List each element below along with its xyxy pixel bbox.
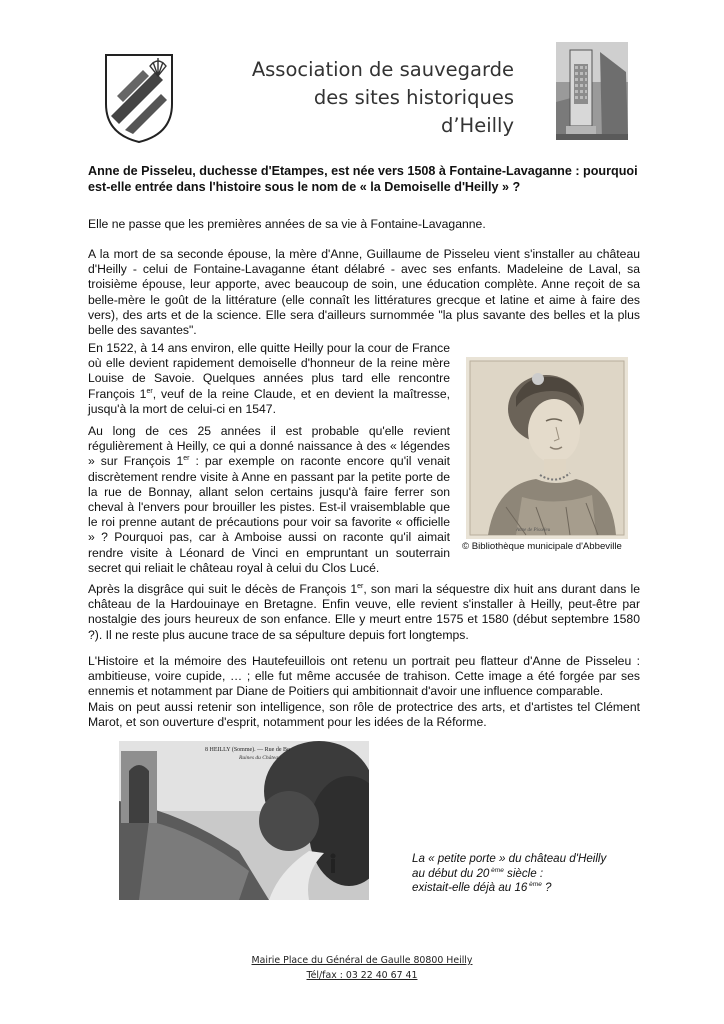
caption-line-3 bbox=[412, 881, 632, 896]
superscript-er: er bbox=[146, 387, 153, 395]
coat-of-arms-icon bbox=[103, 52, 175, 144]
paragraph-5 bbox=[88, 582, 640, 643]
caption-line-3-b: ? bbox=[541, 881, 552, 894]
caption-line-2-a: au début du 20 bbox=[412, 866, 490, 880]
footer-address: Mairie Place du Général de Gaulle 80800 Heilly bbox=[251, 955, 473, 966]
paragraph-6-text-a: L'Histoire et la mémoire des Hautefeuillois ont retenu un portrait peu flatteur d'Anne de Pisseleu : ambitieuse, voire cupide, … ; elle fut même accusée de trahison. Cette image a été forgée par ses ennemis et notamment par Diane de Poitiers qui ambitionnait d'avoir une influence comparable. bbox=[88, 654, 640, 699]
caption-line-3-a: existait-elle déjà au 16 bbox=[412, 881, 528, 894]
portrait-engraving bbox=[466, 357, 628, 539]
paragraph-1: Elle ne passe que les premières années de sa vie à Fontaine-Lavaganne. bbox=[88, 217, 486, 231]
postcard-caption-1: 8 HEILLY (Somme). — Rue de Bo bbox=[205, 747, 290, 753]
paragraph-3-text-b: , veuf de la reine Claude, et en devient la maîtresse, jusqu'à la mort de celui-ci en 1547. bbox=[88, 386, 450, 416]
title-line-2: des sites historiques bbox=[313, 86, 514, 109]
postcard-caption-2: Ruines du Château bbox=[239, 755, 281, 761]
caption-line-1: La « petite porte » du château d'Heilly bbox=[412, 852, 607, 865]
caption-sup-eme: ème bbox=[527, 881, 542, 889]
title-line-1: Association de sauvegarde bbox=[251, 58, 514, 81]
paragraph-5-text-b: , son mari la séquestre dix huit ans durant dans le château de la Hardouinaye en Bretagne. Enfin veuve, elle revient s'installer à Heilly, peut-être par nostalgie des jours heureux de son enfance. Elle y meurt entre 1575 et 1580 (début septembre 1580 ?). Il ne reste plus aucune trace de sa sépulture depuis fort longtemps. bbox=[88, 582, 641, 642]
caption-line-2 bbox=[412, 867, 632, 882]
photo-caption bbox=[412, 852, 632, 896]
paragraph-3-text-a: En 1522, à 14 ans environ, elle quitte Heilly pour la cour de France où elle devient rapidement demoiselle d'honneur de la reine mère Louise de Savoie. Quelques années plus tard elle rencontre François 1 bbox=[88, 341, 450, 401]
portrait-credit: © Bibliothèque municipale d'Abbeville bbox=[462, 541, 622, 552]
paragraph-4 bbox=[88, 424, 450, 576]
paragraph-5-text-a: Après la disgrâce qui suit le décès de François 1 bbox=[88, 582, 358, 596]
caption-sup-eme: ème bbox=[489, 866, 504, 874]
title-line-3: d’Heilly bbox=[440, 114, 514, 137]
article-headline: Anne de Pisseleu, duchesse d'Etampes, est née vers 1508 à Fontaine-Lavaganne : pourquoi est-elle entrée dans l'histoire sous le nom de « la Demoiselle d'Heilly » ? bbox=[88, 164, 638, 194]
paragraph-2: A la mort de sa seconde épouse, la mère d'Anne, Guillaume de Pisseleu vient s'installer au château d'Heilly - celui de Fontaine-Lavaganne étant délabré - avec ses enfants. Madeleine de Laval, sa troisième épouse, leur apporte, avec beaucoup de soin, une éducation complète. Anne reçoit de sa belle-mère le goût de la littérature (elle connaît les littératures grecque et latine et aime à faire des vers), des arts et de la science. Elle sera d'ailleurs surnommée "la plus savante des belles et la plus belle des savantes". bbox=[88, 247, 640, 338]
paragraph-4-text-b: : par exemple on raconte encore qu'il venait discrètement rendre visite à Anne en passant par la petite porte de la rue de Bonnay, allant selon certains jusqu'à faire ferrer son cheval à l'envers pour brouiller les pistes. Est-il vraisemblable que le roi prenne autant de précautions pour voir sa favorite « officielle » ? Pourquoi pas, car à Amboise aussi on raconte qu'il aimait rendre visite à Léonard de Vinci en empruntant un souterrain secret qui reliait le château royal à celui du Clos Lucé. bbox=[88, 454, 450, 575]
paragraph-6 bbox=[88, 654, 640, 730]
footer-contact bbox=[200, 953, 524, 983]
postcard-photo bbox=[119, 741, 369, 900]
association-title bbox=[220, 56, 514, 140]
paragraph-6-text-b: Mais on peut aussi retenir son intelligence, son rôle de protectrice des arts, et d'artistes tel Clément Marot, et son ouverture d'esprit, notamment pour les idées de la Réforme. bbox=[88, 699, 640, 729]
footer-phone: Tél/fax : 03 22 40 67 41 bbox=[306, 970, 418, 981]
monument-photo bbox=[556, 42, 628, 140]
superscript-er: er bbox=[357, 582, 364, 590]
svg-text:Anne de Pisseleu: Anne de Pisseleu bbox=[516, 528, 551, 533]
paragraph-3 bbox=[88, 341, 450, 417]
superscript-er: er bbox=[183, 455, 190, 463]
caption-line-2-b: siècle : bbox=[503, 866, 544, 880]
paragraph-4-text-a: Au long de ces 25 années il est probable qu'elle revient régulièrement à Heilly, ce qui a donné naissance à des « légendes » sur François 1 bbox=[88, 424, 450, 469]
